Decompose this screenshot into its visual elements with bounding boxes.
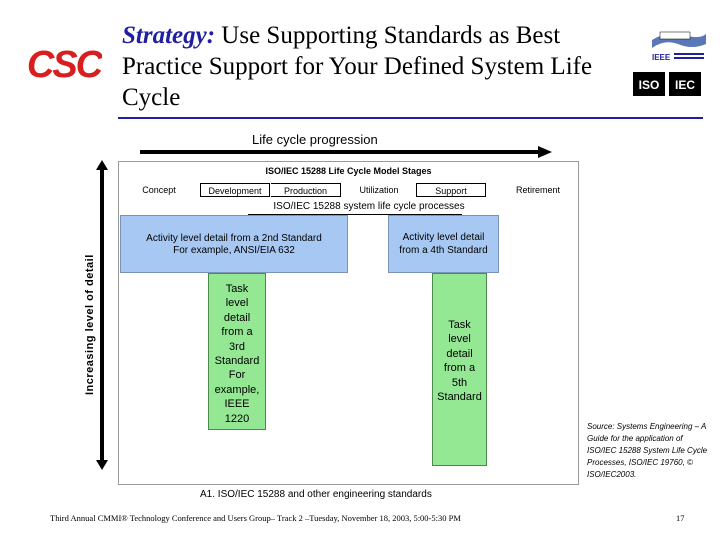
stage-concept: Concept [142, 185, 176, 195]
detail-axis-label: Increasing level of detail [84, 254, 96, 395]
iso-iec-logo [633, 72, 701, 96]
box-3rd-line: from a [221, 326, 253, 339]
processes-label: ISO/IEC 15288 system life cycle processes [273, 201, 465, 212]
box-3rd-line: detail [223, 311, 251, 324]
source-note: Source: Systems Engineering – A Guide for the application of ISO/IEC 15288 System Life Cycle Processes, ISO/IEC 19760, © ISO/IEC2003. [587, 422, 708, 479]
box-3rd-line: Standard [214, 355, 260, 368]
activity-box-4th-standard [388, 215, 499, 273]
figure-caption: A1. ISO/IEC 15288 and other engineering standards [200, 489, 432, 500]
box-3rd-line: level [225, 297, 249, 310]
box-2nd-line1: Activity level detail from a 2nd Standard [146, 233, 322, 244]
task-box-5th-standard [432, 273, 487, 466]
progression-label: Life cycle progression [252, 132, 378, 147]
footer-text: Third Annual CMMI® Technology Conference and Users Group– Track 2 –Tuesday, November 18, 2003, 5:00-5:30 PM [50, 513, 461, 523]
stages-title: ISO/IEC 15288 Life Cycle Model Stages [265, 166, 432, 176]
box-5th-line: Standard [437, 391, 482, 404]
progression-arrow-icon [140, 145, 552, 159]
stage-utilization: Utilization [359, 185, 399, 195]
box-4th-line2: from a 4th Standard [399, 245, 488, 256]
title-underline [118, 117, 703, 119]
box-2nd-line2: For example, ANSI/EIA 632 [173, 245, 295, 256]
title-text: Use Supporting Standards as Best Practice Support for Your Defined System Life Cycle [122, 22, 593, 111]
box-3rd-line: Task [225, 283, 249, 295]
page-number: 17 [676, 513, 685, 523]
box-3rd-line: IEEE [224, 398, 250, 411]
iso-text: ISO [638, 78, 660, 92]
logo-text: CSC [26, 44, 102, 84]
box-5th-line: detail [446, 347, 473, 360]
ieee-badge-icon [648, 28, 710, 66]
box-3rd-line: 3rd [229, 340, 245, 353]
box-3rd-line: 1220 [224, 412, 250, 425]
ieee-badge-text: IEEE [652, 53, 671, 62]
box-3rd-line: For [228, 369, 246, 382]
stage-production: Production [271, 183, 341, 197]
detail-arrow-icon [96, 160, 108, 470]
box-5th-line: level [448, 333, 471, 346]
task-box-3rd-standard [208, 273, 266, 430]
box-5th-line: from a [443, 362, 476, 375]
activity-box-2nd-standard [120, 215, 348, 273]
csc-logo [26, 44, 102, 84]
stage-retirement: Retirement [515, 185, 560, 195]
iec-text: IEC [674, 78, 696, 92]
box-5th-line: 5th [451, 376, 468, 389]
box-4th-line1: Activity level detail [402, 232, 485, 243]
box-5th-line: Task [448, 319, 471, 331]
slide-title [122, 20, 622, 113]
title-emphasis: Strategy: [122, 22, 216, 49]
stage-support: Support [416, 183, 486, 197]
box-3rd-line: example, [214, 383, 260, 396]
stage-development: Development [200, 183, 270, 197]
